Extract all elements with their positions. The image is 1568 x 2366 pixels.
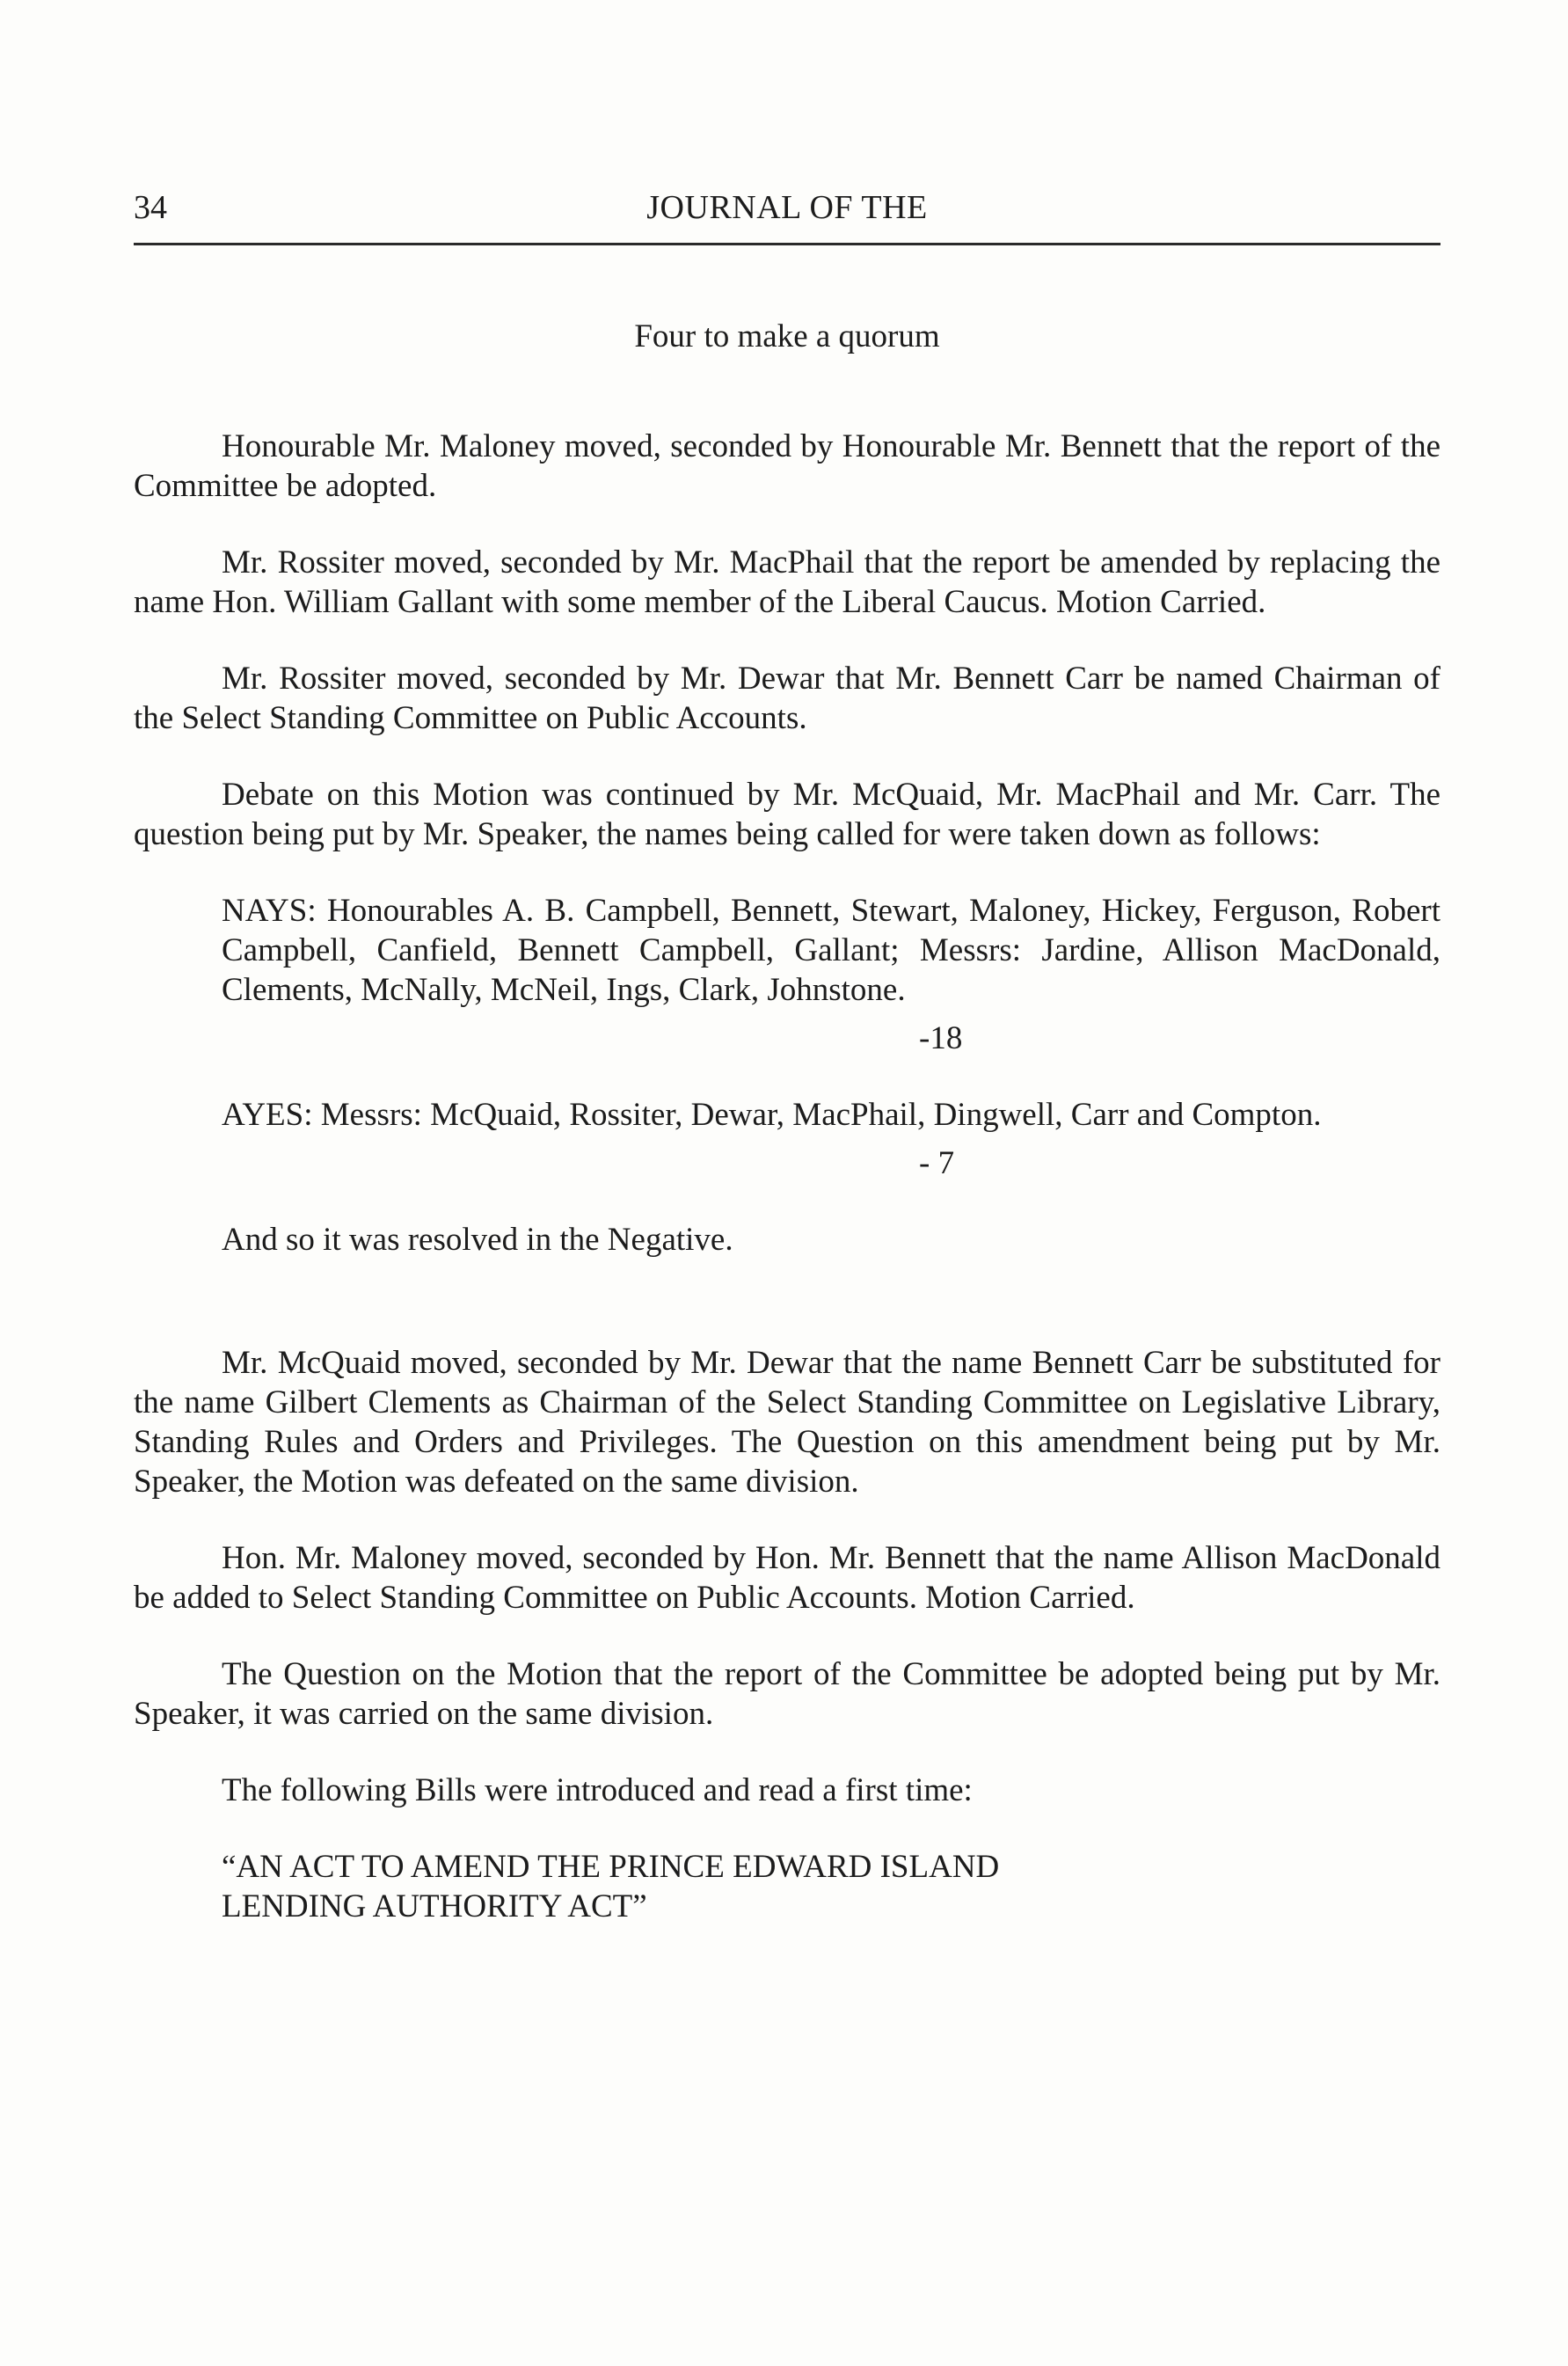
page-header <box>134 181 1440 234</box>
paragraph-substitution: Mr. McQuaid moved, seconded by Mr. Dewar that the name Bennett Carr be substituted for the name Gilbert Clements as Chairman of the Select Standing Committee on Legislative Library, Standing Rules and Orders and Privileges. The Question on this amendment being put by Mr. Speaker, the Motion was defeated on the same division. <box>134 1345 1440 1500</box>
page-number: 34 <box>134 189 167 226</box>
paragraph-debate: Debate on this Motion was continued by Mr. McQuaid, Mr. MacPhail and Mr. Carr. The question being put by Mr. Speaker, the names being called for were taken down as follows: <box>134 777 1440 852</box>
journal-body <box>134 317 1440 1926</box>
header-rule <box>134 243 1440 245</box>
journal-page <box>134 0 1440 2366</box>
bills-intro: The following Bills were introduced and read a first time: <box>222 1772 973 1808</box>
paragraph-macdonald: Hon. Mr. Maloney moved, seconded by Hon. Mr. Bennett that the name Allison MacDonald be added to Select Standing Committee on Public Accounts. Motion Carried. <box>134 1540 1440 1616</box>
ayes-count: - 7 <box>919 1145 955 1181</box>
quorum-line: Four to make a quorum <box>634 318 940 354</box>
paragraph-carried: The Question on the Motion that the report of the Committee be adopted being put by Mr. Speaker, it was carried on the same division. <box>134 1656 1440 1732</box>
paragraph-adopt-motion: Honourable Mr. Maloney moved, seconded by Honourable Mr. Bennett that the report of the Committee be adopted. <box>134 428 1440 504</box>
nays-list: NAYS: Honourables A. B. Campbell, Bennett, Stewart, Maloney, Hickey, Ferguson, Robert Campbell, Canfield, Bennett Campbell, Gallant; Messrs: Jardine, Allison MacDonald, Clements, McNally, McNeil, Ings, Clark, Johnstone. <box>222 893 1440 1008</box>
bill-title-line-1: “AN ACT TO AMEND THE PRINCE EDWARD ISLAND <box>222 1849 1000 1885</box>
resolution-line: And so it was resolved in the Negative. <box>222 1222 733 1258</box>
paragraph-chairman-motion: Mr. Rossiter moved, seconded by Mr. Dewar that Mr. Bennett Carr be named Chairman of the Select Standing Committee on Public Accounts. <box>134 661 1440 736</box>
nays-count: -18 <box>919 1020 963 1056</box>
running-head: JOURNAL OF THE <box>646 189 928 226</box>
ayes-list: AYES: Messrs: McQuaid, Rossiter, Dewar, MacPhail, Dingwell, Carr and Compton. <box>222 1097 1322 1133</box>
bill-title-line-2: LENDING AUTHORITY ACT” <box>222 1888 647 1924</box>
paragraph-amendment: Mr. Rossiter moved, seconded by Mr. MacPhail that the report be amended by replacing the name Hon. William Gallant with some member of the Liberal Caucus. Motion Carried. <box>134 544 1440 620</box>
